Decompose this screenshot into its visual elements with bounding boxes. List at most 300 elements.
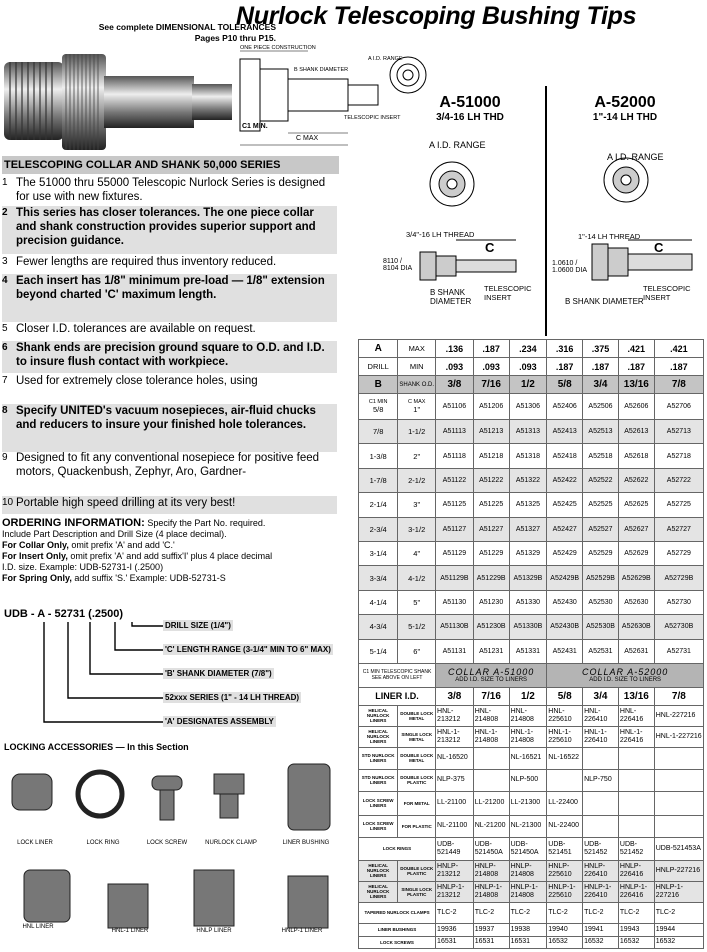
feature-text: Fewer lengths are required thus inventory reduced. bbox=[16, 256, 277, 268]
a51000-dia-label: 8110 / 8104 DIA bbox=[383, 258, 413, 272]
feature-number: 1 bbox=[2, 177, 8, 188]
liner-part: HNL-226410 bbox=[583, 705, 619, 726]
liner-part: HNLP-225610 bbox=[547, 860, 583, 881]
part-number: A51125 bbox=[436, 493, 474, 517]
a51000-b-label: B SHANK DIAMETER bbox=[430, 288, 472, 306]
liner-part: TLC-2 bbox=[618, 902, 654, 923]
c-value: 2-1/2 bbox=[398, 468, 436, 492]
liner-part bbox=[583, 815, 619, 837]
part-number: A52413 bbox=[547, 420, 583, 444]
part-number: A52531 bbox=[583, 639, 619, 663]
part-number: A51322 bbox=[509, 468, 547, 492]
model-code: A-52000 bbox=[594, 94, 656, 111]
liner-part: 19941 bbox=[583, 923, 619, 936]
drill-min: .093 bbox=[509, 358, 547, 376]
a52000-tele-label: TELESCOPIC INSERT bbox=[643, 284, 691, 302]
lock-screw-caption: LOCK SCREW bbox=[146, 840, 188, 846]
part-number: A51225 bbox=[473, 493, 509, 517]
table-row bbox=[359, 541, 704, 565]
note-line-2: Pages P10 thru P15. bbox=[194, 33, 276, 43]
ordering-info bbox=[2, 518, 337, 584]
liner-part: 16532 bbox=[654, 936, 703, 948]
part-number: A52530B bbox=[583, 615, 619, 639]
feature-number: 2 bbox=[2, 207, 8, 218]
c-value: 2" bbox=[398, 444, 436, 468]
part-number: A51329 bbox=[509, 541, 547, 565]
a52000-thread-label: 1"-14 LH THREAD bbox=[578, 232, 641, 241]
tele-label: TELESCOPIC INSERT bbox=[344, 115, 401, 121]
liner-part: NLP-375 bbox=[436, 769, 474, 791]
part-number-leaders bbox=[40, 622, 170, 732]
b-shank-label: B SHANK DIAMETER bbox=[294, 67, 349, 73]
liner-part: UDB-521450A bbox=[473, 837, 509, 860]
feature-text: Shank ends are precision ground square to O.D. and I.D. to insure flush contact with workpiece. bbox=[16, 342, 325, 368]
a52000-dia-label: 1.0610 / 1.0600 DIA bbox=[552, 260, 588, 274]
part-number: A52730B bbox=[654, 615, 703, 639]
liner-part: HNLP-1-214808 bbox=[509, 881, 547, 902]
part-number: A51218 bbox=[473, 444, 509, 468]
liner-part: 16532 bbox=[618, 936, 654, 948]
model-code: A-51000 bbox=[439, 94, 501, 111]
a51000-thread-label: 3/4"-16 LH THREAD bbox=[406, 230, 475, 239]
table-row bbox=[359, 420, 704, 444]
table-row bbox=[359, 663, 704, 687]
lock-liner-caption: LOCK LINER bbox=[17, 840, 53, 846]
table-row bbox=[359, 517, 704, 541]
drill-min: .187 bbox=[547, 358, 583, 376]
feature-text: Designed to fit any conventional nosepiece for positive feed motors, Quackenbush, Zephyr, Aro, Gardner- bbox=[16, 452, 320, 478]
liner-part: NL-21300 bbox=[509, 815, 547, 837]
part-number: A51327 bbox=[509, 517, 547, 541]
liner-kind: DOUBLE LOCK METAL bbox=[398, 705, 436, 726]
part-number: A51229B bbox=[473, 566, 509, 590]
part-number: A52430 bbox=[547, 590, 583, 614]
c1-value: 1-3/8 bbox=[359, 444, 398, 468]
feature-number: 7 bbox=[2, 375, 8, 386]
c-value: 1-1/2 bbox=[398, 420, 436, 444]
liner-part bbox=[583, 791, 619, 815]
part-number: A52429 bbox=[547, 541, 583, 565]
liner-type: LOCK SCREW LINERS bbox=[359, 791, 398, 815]
pn-drill-size: DRILL SIZE (1/4") bbox=[165, 621, 231, 630]
c1-value: 3-3/4 bbox=[359, 566, 398, 590]
drill-min: .093 bbox=[473, 358, 509, 376]
liner-part: NL-16521 bbox=[509, 747, 547, 769]
drill-min: .187 bbox=[654, 358, 703, 376]
ordering-spring-label: For Spring Only, bbox=[2, 573, 72, 583]
part-number: A52427 bbox=[547, 517, 583, 541]
feature-number: 8 bbox=[2, 405, 8, 416]
c1-value: 2-1/4 bbox=[359, 493, 398, 517]
c-value: 4-1/2 bbox=[398, 566, 436, 590]
a52000-c-label: C bbox=[654, 240, 664, 255]
feature-text: The 51000 thru 55000 Telescopic Nurlock Series is designed for use with new fixtures. bbox=[16, 177, 326, 203]
part-number: A52625 bbox=[618, 493, 654, 517]
table-row bbox=[359, 881, 704, 902]
liner-part: UDB-521450A bbox=[509, 837, 547, 860]
table-row bbox=[359, 837, 704, 860]
part-number: A52431 bbox=[547, 639, 583, 663]
liner-part: HNLP-1-225610 bbox=[547, 881, 583, 902]
drill-max: .234 bbox=[509, 340, 547, 358]
liner-part: NL-22400 bbox=[547, 815, 583, 837]
table-row bbox=[359, 791, 704, 815]
liner-kind: FOR METAL bbox=[398, 791, 436, 815]
drill-max: .136 bbox=[436, 340, 474, 358]
table-row bbox=[359, 902, 704, 923]
part-number: A52630B bbox=[618, 615, 654, 639]
accessories-images bbox=[0, 760, 340, 940]
part-number: A51330B bbox=[509, 615, 547, 639]
model-thread: 3/4-16 LH THD bbox=[436, 112, 504, 123]
collar-sub: ADD I.D. SIZE TO LINERS bbox=[589, 677, 662, 684]
feature-item bbox=[2, 322, 337, 340]
c1-value: 2-3/4 bbox=[359, 517, 398, 541]
part-number: A51127 bbox=[436, 517, 474, 541]
ordering-line-3: omit prefix 'A' and add 'C.' bbox=[71, 540, 175, 550]
table-row bbox=[359, 747, 704, 769]
note-line-1: See complete DIMENSIONAL TOLERANCES bbox=[98, 22, 276, 32]
c-value: 3-1/2 bbox=[398, 517, 436, 541]
liner-type: LOCK RINGS bbox=[359, 837, 436, 860]
table-row bbox=[359, 705, 704, 726]
table-row bbox=[359, 936, 704, 948]
drill-max: .421 bbox=[618, 340, 654, 358]
c-value: 4" bbox=[398, 541, 436, 565]
part-number: A51131 bbox=[436, 639, 474, 663]
page-title: Nurlock Telescoping Bushing Tips bbox=[236, 2, 637, 30]
ordering-line-2: Include Part Description and Drill Size (4 place decimal). bbox=[2, 529, 227, 539]
part-number-example: UDB - A - 52731 (.2500) bbox=[4, 608, 124, 620]
liner-type: LOCK SCREW LINERS bbox=[359, 815, 398, 837]
hnl1-liner-caption: HNL-1 LINER bbox=[111, 928, 149, 934]
liner-size: 7/16 bbox=[473, 687, 509, 705]
part-number: A51227 bbox=[473, 517, 509, 541]
liner-part bbox=[473, 769, 509, 791]
part-number: A52629 bbox=[618, 541, 654, 565]
series-title: TELESCOPING COLLAR AND SHANK 50,000 SERIES bbox=[2, 156, 339, 174]
liner-part: HNL-225610 bbox=[547, 705, 583, 726]
part-number: A52706 bbox=[654, 394, 703, 420]
liner-part: HNLP-1-214808 bbox=[473, 881, 509, 902]
feature-item bbox=[2, 176, 337, 206]
liner-part: HNL-213212 bbox=[436, 705, 474, 726]
c1-value: 4-1/4 bbox=[359, 590, 398, 614]
table-row bbox=[359, 815, 704, 837]
liner-part: TLC-2 bbox=[509, 902, 547, 923]
liner-bushing-caption: LINER BUSHING bbox=[282, 840, 330, 846]
part-number: A51122 bbox=[436, 468, 474, 492]
a-label: A bbox=[359, 340, 398, 358]
part-number: A52425 bbox=[547, 493, 583, 517]
liner-part: 19943 bbox=[618, 923, 654, 936]
liner-part: HNLP-227216 bbox=[654, 860, 703, 881]
liner-part: 16531 bbox=[473, 936, 509, 948]
shank-size: 1/2 bbox=[509, 376, 547, 394]
part-number: A52513 bbox=[583, 420, 619, 444]
liner-part: HNL-1-213212 bbox=[436, 726, 474, 747]
part-number: A52627 bbox=[618, 517, 654, 541]
liner-part: NL-16522 bbox=[547, 747, 583, 769]
hnlp1-liner-caption: HNLP-1 LINER bbox=[281, 928, 323, 934]
feature-item bbox=[2, 255, 337, 273]
pn-series: 52xxx SERIES (1" - 14 LH THREAD) bbox=[165, 693, 300, 702]
model-a52000 bbox=[555, 94, 695, 123]
drill-max: .421 bbox=[654, 340, 703, 358]
feature-text: Portable high speed drilling at its very best! bbox=[16, 497, 236, 509]
feature-text: Closer I.D. tolerances are available on request. bbox=[16, 323, 256, 335]
collar-51000 bbox=[436, 663, 547, 687]
part-number: A51129 bbox=[436, 541, 474, 565]
c1-head: C1 MIN bbox=[368, 399, 388, 405]
part-number: A52622 bbox=[618, 468, 654, 492]
table-row bbox=[359, 687, 704, 705]
part-number: A52429B bbox=[547, 566, 583, 590]
liner-part: HNLP-1-227216 bbox=[654, 881, 703, 902]
liner-type: HELICAL NURLOCK LINERS bbox=[359, 705, 398, 726]
collar-sub: ADD I.D. SIZE TO LINERS bbox=[455, 677, 528, 684]
liner-size: 3/4 bbox=[583, 687, 619, 705]
part-number: A52518 bbox=[583, 444, 619, 468]
part-number: A52418 bbox=[547, 444, 583, 468]
liner-type: HELICAL NURLOCK LINERS bbox=[359, 860, 398, 881]
ordering-line-5: I.D. size. Example: UDB-52731-I (.2500) bbox=[2, 562, 164, 572]
feature-item bbox=[2, 274, 337, 322]
liner-kind: SINGLE LOCK METAL bbox=[398, 726, 436, 747]
feature-item bbox=[2, 451, 337, 493]
part-number: A51331 bbox=[509, 639, 547, 663]
part-number: A51129B bbox=[436, 566, 474, 590]
shank-size: 3/4 bbox=[583, 376, 619, 394]
liner-id-label: LINER I.D. bbox=[359, 687, 436, 705]
liner-part bbox=[654, 815, 703, 837]
liner-size: 5/8 bbox=[547, 687, 583, 705]
liner-part: HNL-1-214808 bbox=[473, 726, 509, 747]
liner-kind: DOUBLE LOCK PLASTIC bbox=[398, 860, 436, 881]
liner-size: 13/16 bbox=[618, 687, 654, 705]
liner-part: NL-21200 bbox=[473, 815, 509, 837]
feature-item bbox=[2, 404, 337, 452]
cmax-label: C MAX bbox=[296, 135, 319, 142]
liner-part: HNL-1-214808 bbox=[509, 726, 547, 747]
liner-part: UDB-521451 bbox=[547, 837, 583, 860]
part-number: A51229 bbox=[473, 541, 509, 565]
c-head: C MAX bbox=[407, 399, 426, 405]
part-number: A51306 bbox=[509, 394, 547, 420]
liner-part bbox=[618, 769, 654, 791]
feature-number: 6 bbox=[2, 342, 8, 353]
liner-part: HNL-1-226416 bbox=[618, 726, 654, 747]
liner-part: 16532 bbox=[583, 936, 619, 948]
liner-part: UDB-521452 bbox=[583, 837, 619, 860]
part-number: A52527 bbox=[583, 517, 619, 541]
liner-part: UDB-521449 bbox=[436, 837, 474, 860]
collar-title: COLLAR A-52000 bbox=[582, 667, 669, 678]
part-number: A51230 bbox=[473, 590, 509, 614]
part-number: A52729 bbox=[654, 541, 703, 565]
ordering-heading: ORDERING INFORMATION: bbox=[2, 517, 145, 529]
liner-part bbox=[583, 747, 619, 769]
hnlp-liner-caption: HNLP LINER bbox=[196, 928, 232, 934]
a51000-tele-label: TELESCOPIC INSERT bbox=[484, 284, 532, 302]
c1-value: 1-7/8 bbox=[359, 468, 398, 492]
c1-value: 5/8 bbox=[372, 405, 384, 414]
part-number: A52430B bbox=[547, 615, 583, 639]
liner-type: HELICAL NURLOCK LINERS bbox=[359, 726, 398, 747]
part-number: A52618 bbox=[618, 444, 654, 468]
part-number: A52718 bbox=[654, 444, 703, 468]
bushing-photo bbox=[4, 50, 232, 156]
part-number: A51330 bbox=[509, 590, 547, 614]
liner-part: HNLP-226410 bbox=[583, 860, 619, 881]
part-number: A52631 bbox=[618, 639, 654, 663]
drill-max: .316 bbox=[547, 340, 583, 358]
min-label: MIN bbox=[398, 358, 436, 376]
liner-type: STD NURLOCK LINERS bbox=[359, 769, 398, 791]
c-head-cell bbox=[359, 394, 398, 420]
hnl-liner-caption: HNL LINER bbox=[22, 924, 54, 930]
drill-max: .375 bbox=[583, 340, 619, 358]
max-label: MAX bbox=[398, 340, 436, 358]
liner-part: LL-21200 bbox=[473, 791, 509, 815]
table-row bbox=[359, 639, 704, 663]
a52000-b-label: B SHANK DIAMETER bbox=[565, 297, 644, 306]
feature-text: Each insert has 1/8" minimum pre-load — 1/8" extension beyond charted 'C' maximum length. bbox=[16, 275, 325, 301]
table-row bbox=[359, 358, 704, 376]
ordering-insert-label: For Insert Only, bbox=[2, 551, 68, 561]
liner-type: HELICAL NURLOCK LINERS bbox=[359, 881, 398, 902]
main-table bbox=[358, 339, 704, 949]
liner-part: LL-22400 bbox=[547, 791, 583, 815]
liner-part: 16531 bbox=[436, 936, 474, 948]
liner-part bbox=[618, 747, 654, 769]
liner-part: 19937 bbox=[473, 923, 509, 936]
liner-part bbox=[473, 747, 509, 769]
c-max-cell bbox=[398, 394, 436, 420]
a51000-c-label: C bbox=[485, 240, 495, 255]
c-value: 5" bbox=[398, 590, 436, 614]
part-number: A52529B bbox=[583, 566, 619, 590]
liner-part: NLP-750 bbox=[583, 769, 619, 791]
part-number: A52606 bbox=[618, 394, 654, 420]
liner-part: TLC-2 bbox=[583, 902, 619, 923]
part-number: A52525 bbox=[583, 493, 619, 517]
part-number: A51113 bbox=[436, 420, 474, 444]
liner-size: 1/2 bbox=[509, 687, 547, 705]
part-number: A51206 bbox=[473, 394, 509, 420]
liner-part: HNLP-1-226416 bbox=[618, 881, 654, 902]
feature-number: 5 bbox=[2, 323, 8, 334]
c-value: 3" bbox=[398, 493, 436, 517]
pn-assembly: 'A' DESIGNATES ASSEMBLY bbox=[165, 717, 274, 726]
liner-part: NL-16520 bbox=[436, 747, 474, 769]
c1-value: 3-1/4 bbox=[359, 541, 398, 565]
liner-part: 19936 bbox=[436, 923, 474, 936]
liner-part: HNLP-1-213212 bbox=[436, 881, 474, 902]
liner-part: 19940 bbox=[547, 923, 583, 936]
liner-part bbox=[547, 769, 583, 791]
model-a51000 bbox=[400, 94, 540, 123]
c-value: 6" bbox=[398, 639, 436, 663]
liner-kind: DOUBLE LOCK METAL bbox=[398, 747, 436, 769]
feature-item bbox=[2, 496, 337, 514]
table-row bbox=[359, 769, 704, 791]
liner-part: LL-21300 bbox=[509, 791, 547, 815]
part-number: A51213 bbox=[473, 420, 509, 444]
part-number: A52529 bbox=[583, 541, 619, 565]
table-row bbox=[359, 615, 704, 639]
liner-part: 19938 bbox=[509, 923, 547, 936]
liner-part: 16532 bbox=[547, 936, 583, 948]
liner-part: HNLP-213212 bbox=[436, 860, 474, 881]
liner-part: 16531 bbox=[509, 936, 547, 948]
ordering-line-6: add suffix 'S.' Example: UDB-52731-S bbox=[74, 573, 226, 583]
a52000-a-label: A I.D. RANGE bbox=[607, 152, 664, 162]
feature-number: 3 bbox=[2, 256, 8, 267]
c-value: 5-1/2 bbox=[398, 615, 436, 639]
part-number: A52629B bbox=[618, 566, 654, 590]
liner-part bbox=[654, 747, 703, 769]
liner-part: HNL-1-226410 bbox=[583, 726, 619, 747]
drill-min: .187 bbox=[618, 358, 654, 376]
feature-number: 10 bbox=[2, 497, 14, 508]
liner-part: HNLP-1-226410 bbox=[583, 881, 619, 902]
liner-part: 19944 bbox=[654, 923, 703, 936]
liner-part: HNL-1-227216 bbox=[654, 726, 703, 747]
feature-number: 4 bbox=[2, 275, 8, 286]
drill-min: .093 bbox=[436, 358, 474, 376]
liner-part: UDB-521453A bbox=[654, 837, 703, 860]
liner-part: TLC-2 bbox=[654, 902, 703, 923]
part-number: A51222 bbox=[473, 468, 509, 492]
liner-type: STD NURLOCK LINERS bbox=[359, 747, 398, 769]
part-number: A52630 bbox=[618, 590, 654, 614]
liner-part: LL-21100 bbox=[436, 791, 474, 815]
feature-text: Specify UNITED's vacuum nosepieces, air-fluid chucks and reducers to insure your finished hole tolerances. bbox=[16, 405, 316, 431]
feature-item bbox=[2, 206, 337, 254]
a51000-a-label: A I.D. RANGE bbox=[429, 140, 486, 150]
table-row bbox=[359, 340, 704, 358]
part-number: A52731 bbox=[654, 639, 703, 663]
locking-title: LOCKING ACCESSORIES — In this Section bbox=[4, 742, 189, 752]
model-divider bbox=[545, 86, 547, 336]
liner-part: NL-21100 bbox=[436, 815, 474, 837]
model-thread: 1"-14 LH THD bbox=[592, 112, 658, 123]
liner-part: HNL-214808 bbox=[473, 705, 509, 726]
liner-part: HNL-214808 bbox=[509, 705, 547, 726]
feature-item bbox=[2, 374, 337, 402]
part-number: A51130B bbox=[436, 615, 474, 639]
c1-label: C1 MIN. bbox=[242, 123, 268, 130]
part-number: A51130 bbox=[436, 590, 474, 614]
liner-kind: DOUBLE LOCK PLASTIC bbox=[398, 769, 436, 791]
drill-max: .187 bbox=[473, 340, 509, 358]
part-number: A51118 bbox=[436, 444, 474, 468]
feature-text: This series has closer tolerances. The one piece collar and shank construction provides superior support and precision guidance. bbox=[16, 207, 316, 247]
liner-part: UDB-521452 bbox=[618, 837, 654, 860]
table-row bbox=[359, 566, 704, 590]
liner-part bbox=[654, 769, 703, 791]
part-number: A52730 bbox=[654, 590, 703, 614]
collar-note: C1 MIN TELESCOPIC SHANK SEE ABOVE ON LEFT bbox=[359, 663, 436, 687]
table-row bbox=[359, 468, 704, 492]
part-number: A51318 bbox=[509, 444, 547, 468]
table-row bbox=[359, 376, 704, 394]
liner-part: TLC-2 bbox=[436, 902, 474, 923]
b-label: B bbox=[359, 376, 398, 394]
part-number: A52422 bbox=[547, 468, 583, 492]
shank-size: 13/16 bbox=[618, 376, 654, 394]
